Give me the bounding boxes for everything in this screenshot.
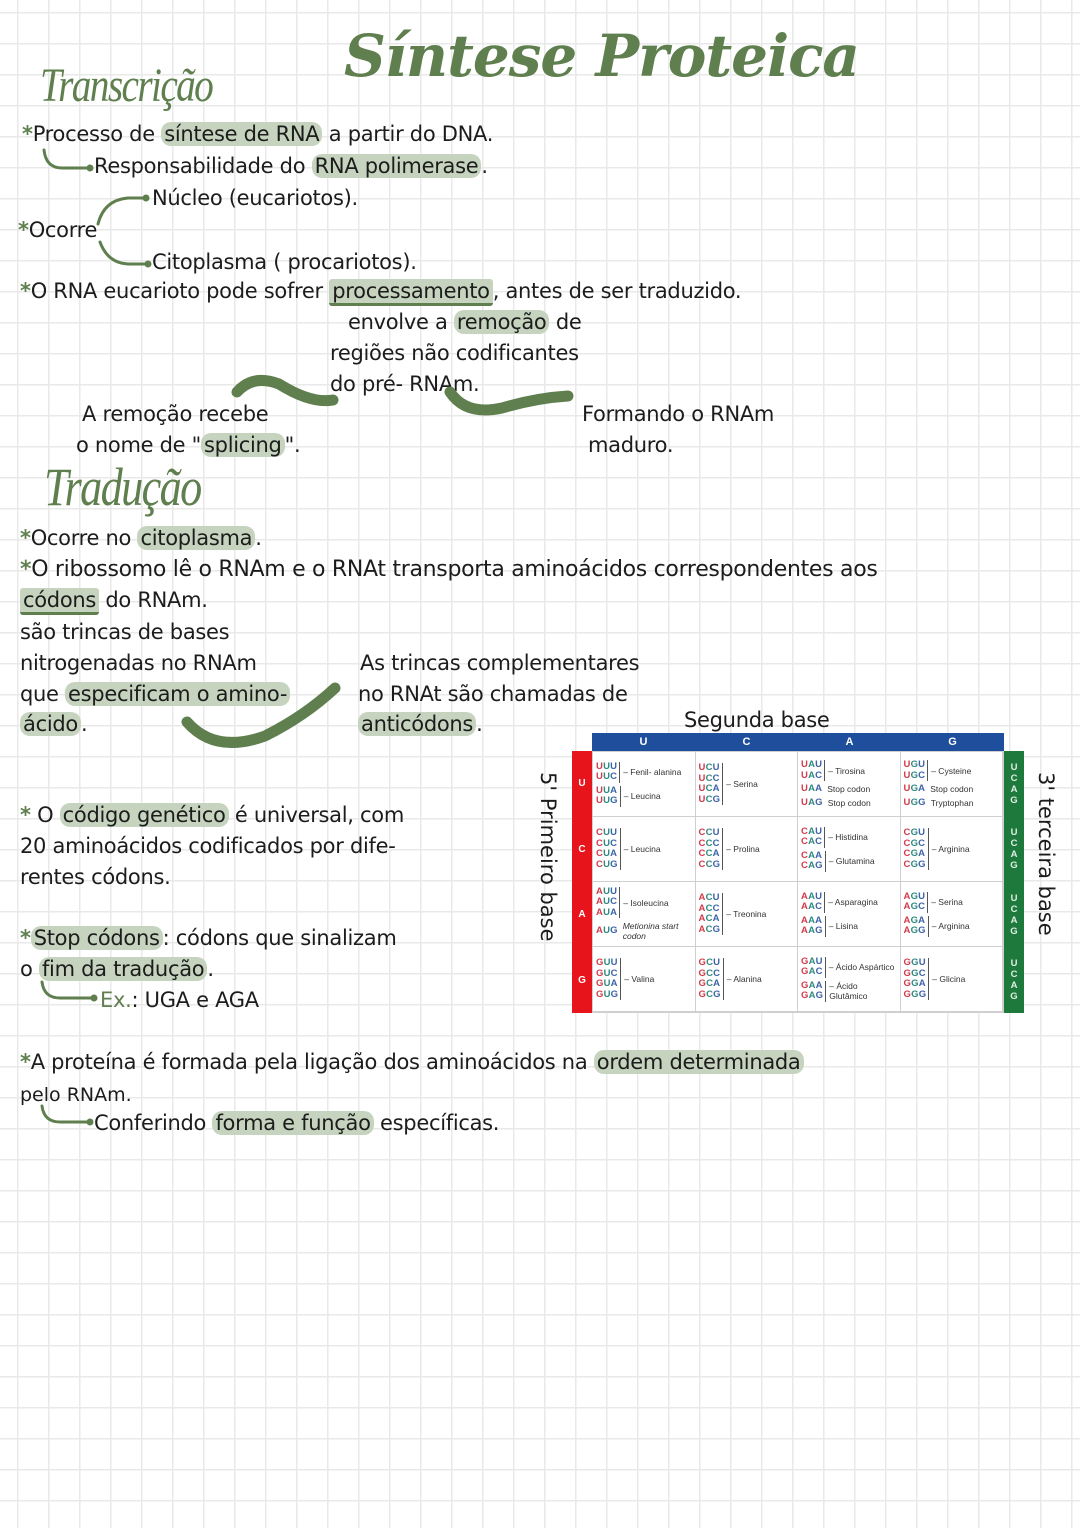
third-base-letter: G bbox=[1010, 860, 1018, 872]
codon: GUC bbox=[596, 967, 618, 979]
row-header: C bbox=[578, 843, 586, 855]
column-header: C bbox=[742, 736, 751, 748]
amino-acid-label: – Tirosina bbox=[828, 765, 866, 776]
amino-acid-label: – Ácido Aspártico bbox=[828, 962, 895, 972]
codon-list bbox=[904, 784, 928, 795]
highlight: síntese de RNA bbox=[161, 122, 322, 146]
highlight: citoplasma bbox=[137, 526, 255, 550]
mature-note-line-1: Formando o RNAm bbox=[582, 402, 775, 426]
codon: GAG bbox=[801, 990, 824, 1001]
third-base-letter: A bbox=[1010, 914, 1018, 926]
wavy-connector-right-icon bbox=[440, 382, 580, 422]
third-base-column bbox=[1004, 751, 1024, 1013]
bullet-star-icon: * bbox=[20, 526, 31, 550]
highlight: fim da tradução bbox=[39, 957, 207, 981]
codon: AUU bbox=[596, 885, 618, 897]
codon-group bbox=[596, 786, 692, 807]
section-heading-transcricao: Transcrição bbox=[40, 59, 213, 112]
codon-cell bbox=[696, 947, 799, 1012]
page-title: Síntese Proteica bbox=[344, 22, 860, 90]
codon-cell bbox=[798, 882, 901, 947]
codon-def-line-3: que especificam o amino- bbox=[20, 682, 290, 706]
codon: CUC bbox=[596, 837, 618, 849]
codon-group bbox=[801, 798, 897, 809]
amino-acid-label: – Glicina bbox=[932, 974, 966, 984]
codon-cell bbox=[593, 882, 696, 947]
codon-list bbox=[904, 828, 929, 870]
codon-cell bbox=[798, 947, 901, 1012]
third-base-letter: A bbox=[1010, 980, 1018, 992]
codon-list bbox=[596, 958, 621, 1000]
third-base-letter: C bbox=[1010, 772, 1018, 784]
processing-note-line-1: envolve a remoção de bbox=[348, 310, 582, 334]
codon: GAU bbox=[801, 955, 823, 967]
codon-cell bbox=[696, 752, 799, 817]
third-base-letter: G bbox=[1010, 925, 1018, 937]
stop-line-2: o fim da tradução . bbox=[20, 957, 214, 981]
codon: GAA bbox=[801, 979, 823, 991]
codon-list bbox=[801, 957, 826, 978]
codon-group bbox=[596, 887, 692, 919]
column-header: A bbox=[845, 736, 854, 748]
codon: ACG bbox=[698, 923, 721, 935]
splicing-note-line-1: A remoção recebe bbox=[82, 402, 269, 426]
codon: UAC bbox=[801, 769, 823, 781]
traducao-line-3: códons do RNAm. bbox=[20, 588, 208, 612]
codon-cell bbox=[593, 947, 696, 1012]
codon: ACC bbox=[698, 902, 720, 914]
codon: GGA bbox=[903, 978, 926, 989]
anticodon-line-1: As trincas complementares bbox=[360, 651, 640, 675]
codon: UUG bbox=[596, 795, 618, 806]
codon: AGC bbox=[903, 901, 926, 912]
codon: GCG bbox=[698, 988, 721, 1000]
amino-acid-label: Stop codon bbox=[827, 784, 871, 795]
codon: GAC bbox=[801, 966, 823, 977]
codon: CAA bbox=[801, 849, 823, 861]
codon: AAC bbox=[801, 901, 823, 912]
codon: CAU bbox=[801, 825, 823, 837]
stop-line-1: * Stop códons : códons que sinalizam bbox=[20, 926, 397, 950]
first-base-column bbox=[572, 751, 592, 1013]
codon: UAU bbox=[801, 759, 823, 770]
codon-group bbox=[904, 892, 1000, 913]
codon-list bbox=[699, 828, 724, 870]
bullet-star-icon: * bbox=[20, 803, 31, 827]
codon-group bbox=[596, 762, 692, 783]
codon: AUA bbox=[596, 906, 618, 918]
column-header: U bbox=[639, 736, 648, 748]
codon: CCU bbox=[698, 827, 720, 838]
codon-list bbox=[904, 760, 929, 781]
amino-acid-label: – Glutamina bbox=[828, 856, 875, 866]
second-base-label: Segunda base bbox=[684, 708, 830, 732]
processing-note-line-2: regiões não codificantes bbox=[330, 341, 579, 365]
codon: GCA bbox=[698, 978, 721, 989]
amino-acid-label: – Arginina bbox=[931, 844, 970, 854]
codon: UUC bbox=[596, 771, 618, 782]
codon-list bbox=[801, 892, 825, 913]
codon-list bbox=[596, 762, 620, 783]
codon-def-line-2: nitrogenadas no RNAm bbox=[20, 651, 257, 675]
highlight: Stop códons bbox=[31, 926, 163, 950]
highlight: ácido bbox=[20, 712, 81, 736]
codon: CUU bbox=[596, 827, 618, 838]
codon-group bbox=[904, 760, 1000, 781]
amino-acid-label: – Leucina bbox=[623, 844, 661, 854]
codon-list bbox=[699, 893, 724, 935]
codon: UAG bbox=[801, 796, 823, 808]
highlight: RNA polimerase bbox=[312, 154, 482, 178]
codon-group bbox=[596, 921, 692, 941]
curved-arrow-icon bbox=[38, 980, 100, 1008]
curved-connector-icon bbox=[175, 672, 350, 752]
underlined-term: códons bbox=[20, 588, 99, 615]
amino-acid-label: – Ácido Glutâmico bbox=[829, 981, 868, 1001]
third-base-letter: A bbox=[1010, 849, 1018, 861]
codon: UGA bbox=[903, 783, 926, 794]
codon-list bbox=[596, 887, 620, 919]
codon-list bbox=[596, 786, 621, 807]
traducao-line-2: *O ribossomo lê o RNAm e o RNAt transporta aminoácidos correspondentes aos bbox=[20, 557, 878, 582]
column-header: G bbox=[948, 736, 957, 748]
second-base-header bbox=[592, 733, 1004, 751]
codon: GUU bbox=[596, 957, 618, 968]
third-base-group bbox=[1004, 817, 1024, 883]
codon-group bbox=[596, 828, 692, 870]
codon: GGG bbox=[903, 988, 927, 1000]
underlined-term: processamento bbox=[329, 279, 492, 306]
codon: AUG bbox=[596, 925, 618, 936]
codon-cell bbox=[593, 817, 696, 882]
codon-group bbox=[801, 851, 897, 872]
amino-acid-label: – Prolina bbox=[726, 844, 760, 854]
codon-group bbox=[801, 892, 897, 913]
ocorre-branch-nucleo: Núcleo (eucariotos). bbox=[152, 186, 358, 210]
codon-cell bbox=[901, 882, 1004, 947]
codon-cell bbox=[798, 752, 901, 817]
codon-group bbox=[904, 958, 1000, 1000]
codon: CGC bbox=[903, 837, 926, 849]
codon: UUU bbox=[596, 760, 618, 772]
traducao-line-1: *Ocorre no citoplasma . bbox=[20, 526, 262, 550]
codon: GUA bbox=[596, 978, 618, 989]
codon-group bbox=[596, 958, 692, 1000]
row-header: U bbox=[578, 778, 586, 790]
codon-group bbox=[801, 957, 897, 978]
section-heading-traducao: Tradução bbox=[44, 457, 201, 517]
amino-acid-label: – Serina bbox=[931, 897, 963, 907]
codon: UCG bbox=[698, 793, 721, 805]
codon-cell bbox=[696, 817, 799, 882]
codon-table bbox=[572, 733, 1027, 1016]
bullet-star-icon: * bbox=[22, 122, 33, 146]
codon-group bbox=[801, 981, 897, 1002]
codon: CGA bbox=[903, 848, 926, 859]
protein-line-1: *A proteína é formada pela ligação dos aminoácidos na ordem determinada bbox=[20, 1050, 804, 1074]
codon: AGA bbox=[903, 914, 926, 926]
codon: GUG bbox=[596, 988, 619, 1000]
codon-list bbox=[596, 828, 621, 870]
third-base-group bbox=[1004, 948, 1024, 1014]
third-base-letter: G bbox=[1010, 794, 1018, 806]
third-base-group bbox=[1004, 882, 1024, 948]
bullet-star-icon: * bbox=[20, 557, 32, 582]
codon-list bbox=[904, 958, 930, 1000]
codon: AUC bbox=[596, 896, 618, 908]
branch-arrows-icon bbox=[90, 190, 155, 270]
curved-arrow-icon bbox=[40, 148, 96, 178]
ocorre-branch-citoplasma: Citoplasma ( procariotos). bbox=[152, 250, 417, 274]
processing-note-line-3: do pré- RNAm. bbox=[330, 372, 480, 396]
codon-list bbox=[904, 892, 929, 913]
codon-group bbox=[904, 916, 1000, 937]
highlight: splicing bbox=[201, 433, 285, 457]
codon-grid bbox=[592, 751, 1004, 1013]
bullet-star-icon: * bbox=[20, 279, 31, 303]
codon-list bbox=[699, 763, 724, 805]
amino-acid-label: – Fenil- alanina bbox=[623, 767, 682, 777]
codon-list bbox=[801, 784, 824, 795]
codon: GCC bbox=[698, 967, 721, 979]
amino-acid-label: – Alanina bbox=[726, 974, 762, 984]
highlight: anticódons bbox=[358, 712, 476, 736]
codon: AAA bbox=[801, 914, 823, 926]
protein-line-2: pelo RNAm. bbox=[20, 1084, 132, 1106]
splicing-note-line-2: o nome de " splicing ". bbox=[76, 433, 301, 457]
third-base-letter: C bbox=[1010, 969, 1018, 981]
codon-list bbox=[904, 916, 929, 937]
codon-list bbox=[596, 926, 620, 937]
codon-group bbox=[801, 827, 897, 848]
codon: GCU bbox=[698, 957, 721, 968]
codon: AGG bbox=[903, 925, 926, 936]
universal-line-1: * O código genético é universal, com bbox=[20, 803, 404, 827]
amino-acid-label: Tryptophan bbox=[930, 797, 974, 808]
third-base-letter: A bbox=[1010, 783, 1018, 795]
codon: CUA bbox=[596, 848, 618, 859]
codon: AGU bbox=[903, 890, 926, 902]
codon: CCC bbox=[698, 837, 720, 849]
anticodon-line-2: no RNAt são chamadas de bbox=[358, 682, 628, 706]
third-base-letter: C bbox=[1010, 903, 1018, 915]
codon-cell bbox=[901, 947, 1004, 1012]
bullet-star-icon: * bbox=[18, 218, 29, 242]
third-base-letter: C bbox=[1010, 838, 1018, 850]
first-base-label: 5' Primeiro base bbox=[536, 772, 560, 942]
codon: UCC bbox=[698, 772, 720, 784]
amino-acid-label: – Cysteine bbox=[931, 765, 972, 776]
codon-def-line-4: ácido . bbox=[20, 712, 87, 736]
codon: CGU bbox=[903, 827, 926, 838]
amino-acid-label: – Serina bbox=[726, 779, 758, 789]
bullet-star-icon: * bbox=[20, 926, 31, 950]
amino-acid-label: Stop codon bbox=[827, 797, 871, 808]
codon: CCG bbox=[698, 858, 721, 870]
codon-group bbox=[904, 784, 1000, 795]
codon-group bbox=[801, 916, 897, 937]
amino-acid-label: – Lisina bbox=[828, 921, 859, 931]
codon: GGU bbox=[903, 957, 926, 968]
transcricao-line-2: Responsabilidade do RNA polimerase . bbox=[94, 154, 488, 178]
amino-acid-label: – Histidina bbox=[828, 832, 868, 842]
codon-group bbox=[699, 893, 795, 935]
bullet-star-icon: * bbox=[20, 1050, 31, 1074]
amino-acid-label: – Valina bbox=[624, 974, 655, 984]
codon-list bbox=[801, 851, 826, 872]
codon-list bbox=[801, 827, 825, 848]
codon-list bbox=[801, 798, 825, 809]
amino-acid-label: Metionina start codon bbox=[622, 921, 679, 942]
codon-group bbox=[801, 760, 897, 781]
highlight: ordem determinada bbox=[594, 1050, 804, 1074]
codon: AAG bbox=[801, 925, 823, 936]
codon: UGU bbox=[903, 759, 926, 770]
codon-list bbox=[904, 798, 928, 809]
codon-group bbox=[699, 958, 795, 1000]
amino-acid-label: – Isoleucina bbox=[623, 897, 669, 908]
stop-example: Ex.: UGA e AGA bbox=[100, 988, 259, 1012]
codon: UGG bbox=[903, 796, 926, 808]
amino-acid-label: – Asparagina bbox=[828, 897, 878, 907]
row-header: G bbox=[578, 974, 586, 986]
anticodon-line-3: anticódons . bbox=[358, 712, 482, 736]
codon-group bbox=[904, 798, 1000, 809]
amino-acid-label: – Leucina bbox=[623, 791, 661, 801]
codon-list bbox=[801, 981, 826, 1002]
mature-note-line-2: maduro. bbox=[588, 433, 674, 457]
universal-line-3: rentes códons. bbox=[20, 865, 171, 889]
codon-def-line-1: são trincas de bases bbox=[20, 620, 230, 644]
third-base-letter: U bbox=[1010, 892, 1018, 904]
codon: UAA bbox=[801, 783, 823, 794]
codon: AAU bbox=[801, 890, 823, 902]
third-base-letter: U bbox=[1010, 827, 1018, 839]
codon: UCU bbox=[698, 762, 720, 773]
amino-acid-label: – Treonina bbox=[726, 909, 767, 919]
codon: CUG bbox=[596, 858, 618, 870]
highlight: forma e função bbox=[212, 1111, 373, 1135]
codon: UGC bbox=[903, 769, 926, 781]
codon-list bbox=[801, 916, 826, 937]
amino-acid-label: – Arginina bbox=[931, 921, 970, 931]
protein-line-3: Conferindo forma e função específicas. bbox=[94, 1111, 500, 1135]
third-base-letter: G bbox=[1010, 991, 1018, 1003]
codon-cell bbox=[798, 817, 901, 882]
third-base-group bbox=[1004, 751, 1024, 817]
universal-line-2: 20 aminoácidos codificados por dife- bbox=[20, 834, 396, 858]
codon: CAC bbox=[801, 836, 823, 847]
codon: CCA bbox=[698, 848, 720, 859]
transcricao-line-1: *Processo de síntese de RNA a partir do DNA. bbox=[22, 122, 494, 146]
codon-group bbox=[699, 828, 795, 870]
codon: ACU bbox=[698, 892, 720, 903]
codon: CGG bbox=[903, 858, 926, 870]
codon: UUA bbox=[596, 784, 618, 796]
codon-group bbox=[904, 828, 1000, 870]
amino-acid-label: Stop codon bbox=[930, 784, 974, 795]
ocorre-label: *Ocorre bbox=[18, 218, 98, 242]
third-base-letter: U bbox=[1010, 761, 1018, 773]
highlight: especificam o amino- bbox=[65, 682, 290, 706]
codon-cell bbox=[593, 752, 696, 817]
codon: GGC bbox=[903, 967, 926, 979]
codon: CAG bbox=[801, 860, 823, 871]
codon-cell bbox=[696, 882, 799, 947]
codon-list bbox=[801, 760, 825, 781]
curved-arrow-icon bbox=[38, 1104, 96, 1132]
highlight: remoção bbox=[454, 310, 550, 334]
row-header: A bbox=[578, 909, 586, 921]
codon: ACA bbox=[698, 913, 720, 924]
third-base-label: 3' terceira base bbox=[1034, 772, 1058, 936]
codon: UCA bbox=[698, 783, 720, 794]
codon-cell bbox=[901, 817, 1004, 882]
codon-list bbox=[699, 958, 724, 1000]
codon-group bbox=[801, 784, 897, 795]
highlight: código genético bbox=[60, 803, 229, 827]
codon-group bbox=[699, 763, 795, 805]
third-base-letter: U bbox=[1010, 958, 1018, 970]
transcricao-line-3: *O RNA eucarioto pode sofrer processamento , antes de ser traduzido. bbox=[20, 279, 741, 303]
codon-cell bbox=[901, 752, 1004, 817]
